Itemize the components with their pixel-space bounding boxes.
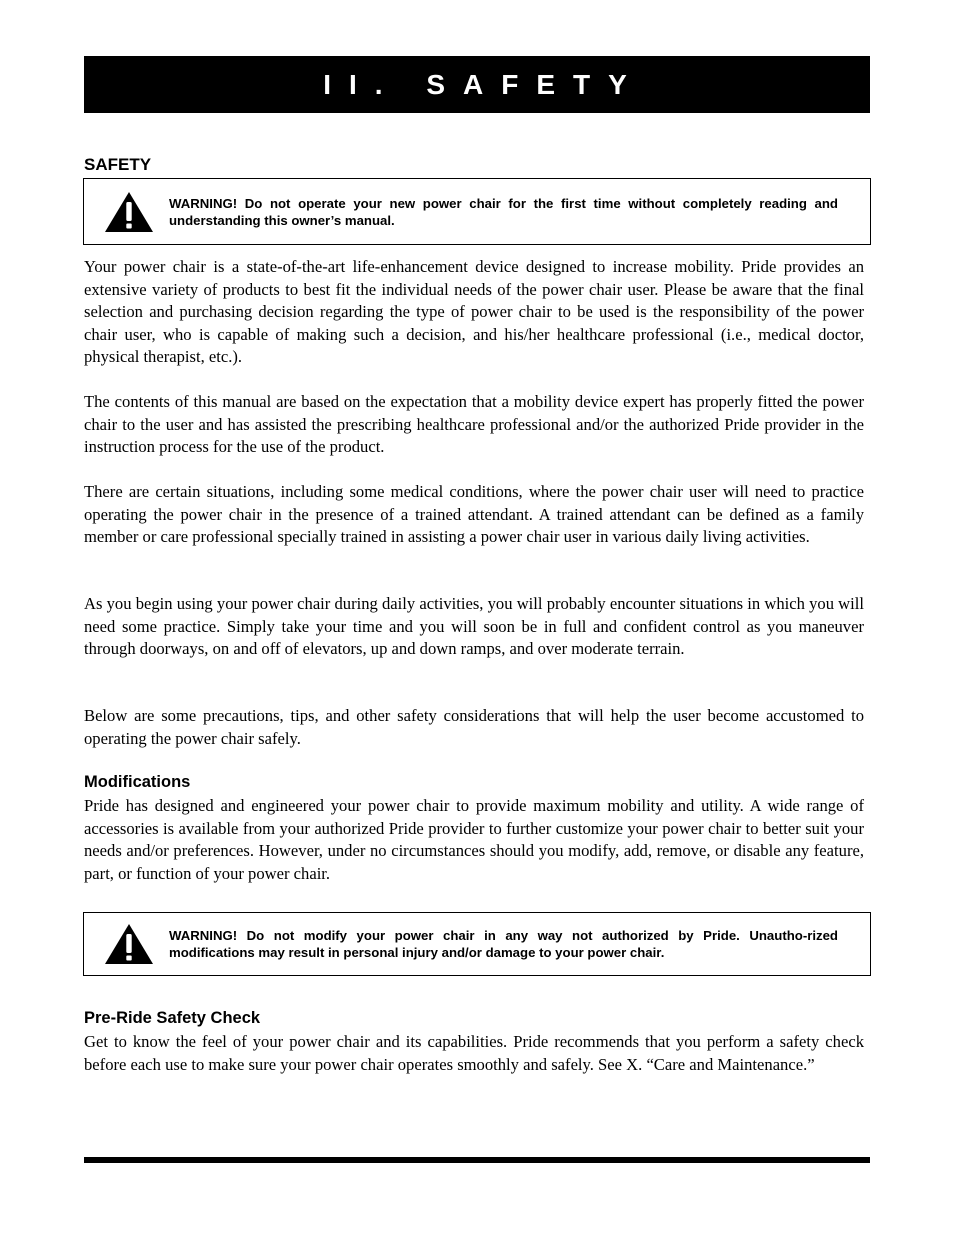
paragraph-contents: The contents of this manual are based on the expectation that a mobility device expert has properly fitted the power chair to the user and has assisted the prescribing healthcare professional and/or the authorized Pride provider in the instruction process for the use of the product.: [84, 392, 864, 456]
warning-text: WARNING! Do not modify your power chair in any way not authorized by Pride. Unautho-rized modifications may result in personal injury and/or damage to your power chair.: [169, 928, 838, 960]
paragraph-intro: Your power chair is a state-of-the-art life-enhancement device designed to increase mobility. Pride provides an extensive variety of products to best fit the individual needs of the power chair user. Please be aware that the final selection and purchasing decision regarding the type of power chair to be used is the responsibility of the power chair user, who is capable of making such a decision, and his/her healthcare professional (i.e., medical doctor, physical therapist, etc.).: [84, 257, 864, 366]
pre-ride-heading: Pre-Ride Safety Check: [84, 1009, 261, 1027]
footer-rule: [84, 1157, 870, 1163]
modifications-text: Pride has designed and engineered your power chair to provide maximum mobility and utility. A wide range of accessories is available from your authorized Pride provider to further customize your power chair to better suit your needs and/or preferences. However, under no circumstances should you modify, add, remove, or disable any feature, part, or function of your power chair.: [84, 796, 864, 883]
warning-triangle-icon: [104, 191, 154, 233]
warning-triangle-icon: [104, 923, 154, 965]
warning-text: WARNING! Do not operate your new power chair for the first time without completely reading and understanding this owner’s manual.: [169, 195, 838, 228]
page-title: II. SAFETY: [84, 56, 870, 113]
paragraph-practice: As you begin using your power chair during daily activities, you will probably encounter situations in which you will need some practice. Simply take your time and you will soon be in full and confident control as you maneuver through doorways, on and off of elevators, up and down ramps, and over moderate terrain.: [84, 594, 864, 658]
section-heading: SAFETY: [84, 155, 152, 174]
modifications-heading: Modifications: [84, 773, 191, 791]
paragraph-situations: There are certain situations, including some medical conditions, where the power chair user will need to practice operating the power chair in the presence of a trained attendant. A trained attendant can be defined as a family member or care professional specially trained in assisting a power chair user in various daily living activities.: [84, 482, 864, 546]
pre-ride-text: Get to know the feel of your power chair and its capabilities. Pride recommends that you perform a safety check before each use to make sure your power chair operates smoothly and safely. See X. “Care and Maintenance.”: [84, 1032, 864, 1074]
warning-box-modify: [83, 912, 871, 976]
paragraph-precautions: Below are some precautions, tips, and other safety considerations that will help the user become accustomed to operating the power chair safely.: [84, 706, 864, 748]
warning-box-operate: [83, 178, 871, 245]
